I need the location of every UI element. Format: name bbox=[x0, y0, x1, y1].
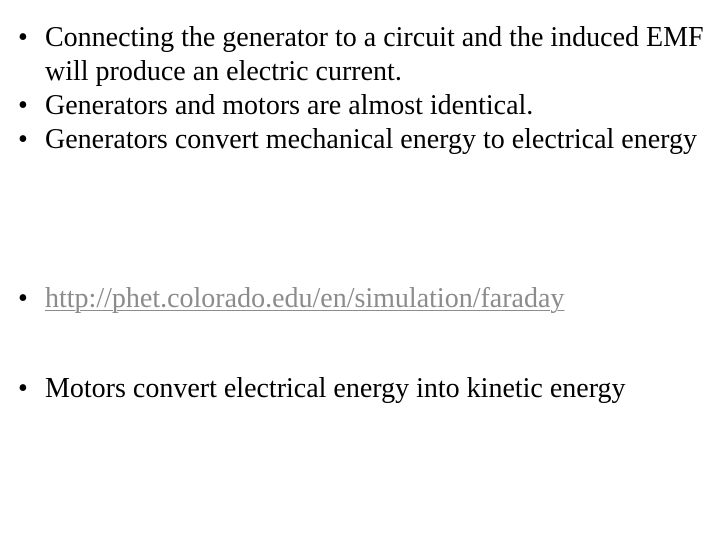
bullet-list-top bbox=[18, 21, 708, 157]
bullet-item bbox=[18, 123, 708, 157]
bullet-text: Generators and motors are almost identical. bbox=[45, 90, 534, 121]
bullet-list-link bbox=[18, 282, 708, 316]
bullet-point: • bbox=[18, 124, 28, 155]
bullet-item bbox=[18, 282, 708, 316]
bullet-point: • bbox=[18, 90, 28, 121]
bullet-point: • bbox=[18, 373, 28, 404]
bullet-item bbox=[18, 89, 708, 123]
bullet-text: Connecting the generator to a circuit and the induced EMF will produce an electric current. bbox=[45, 22, 704, 87]
bullet-text: Generators convert mechanical energy to electrical energy bbox=[45, 124, 697, 155]
bullet-item bbox=[18, 21, 708, 89]
bullet-point: • bbox=[18, 22, 28, 53]
phet-simulation-link[interactable]: http://phet.colorado.edu/en/simulation/faraday bbox=[45, 283, 565, 314]
bullet-text: Motors convert electrical energy into kinetic energy bbox=[45, 373, 626, 404]
bullet-point: • bbox=[18, 283, 28, 314]
bullet-item bbox=[18, 372, 708, 406]
bullet-list-bottom bbox=[18, 372, 708, 406]
